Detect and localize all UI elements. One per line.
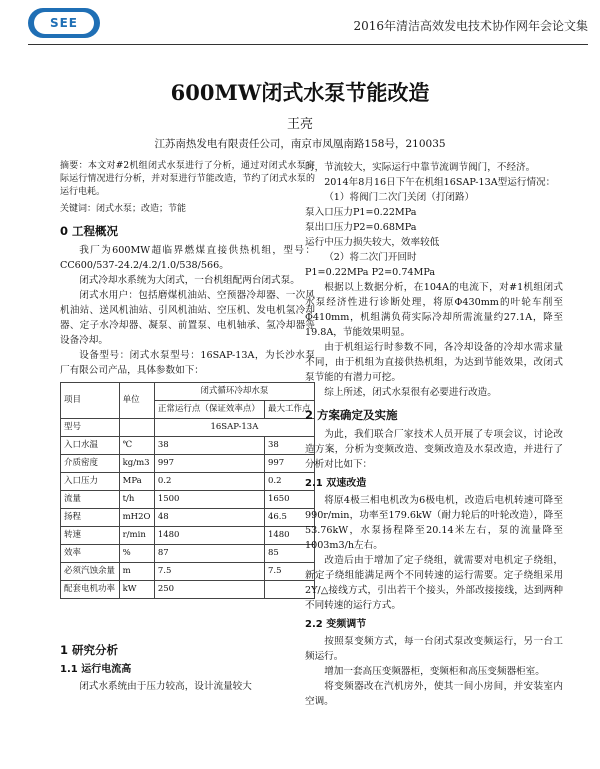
table-row [61, 563, 315, 581]
table-row [61, 491, 315, 509]
table-cell-unit: % [119, 545, 154, 563]
paragraph: 将原4极三相电机改为6极电机，改造后电机转速可降至990r/min，功率至179.6kW（耐力轮后的叶轮改造），降至53.76kW，水泵扬程降至20.14米左右，泵的流量降至1003m3/h左右。 [305, 495, 563, 551]
table-cell-max: 1480 [264, 527, 314, 545]
section-2-heading: 2 方案确定及实施 [305, 408, 398, 422]
table-cell-item: 介质密度 [61, 455, 120, 473]
table-cell-unit: r/min [119, 527, 154, 545]
paragraph: 根据以上数据分析，在104A的电流下，对#1机组闭式水泵经济性进行诊断处理，将原Φ430mm的叶轮车削至Φ410mm，机组满负荷实际冷却所需流量约27.1A，降至19.8A，节能效果明显。 [305, 282, 563, 338]
measure-line: 泵入口压力P1=0.22MPa [305, 207, 417, 218]
paper-author: 王亮 [286, 117, 313, 132]
table-cell-item: 流量 [61, 491, 120, 509]
table-cell-unit: t/h [119, 491, 154, 509]
table-row [61, 455, 315, 473]
model-label: 型号 [61, 419, 120, 437]
table-cell-item: 入口压力 [61, 473, 120, 491]
paragraph: 综上所述，闭式水泵很有必要进行改造。 [324, 387, 497, 398]
logo-text: SEE [34, 12, 94, 34]
table-header-row [61, 383, 315, 401]
table-cell-normal: 250 [154, 581, 264, 599]
header-normal: 正常运行点（保证效率点） [154, 401, 264, 419]
section-2-2-heading: 2.2 变频调节 [305, 619, 367, 630]
table-cell-max: 1650 [264, 491, 314, 509]
table-cell-unit: m [119, 563, 154, 581]
model-unit [119, 419, 154, 437]
right-column [305, 160, 563, 709]
table-cell-max: 46.5 [264, 509, 314, 527]
header-group: 闭式循环冷却水泵 [154, 383, 314, 401]
abstract-text: 摘要：本文对#2机组闭式水泵进行了分析，通过对闭式水泵实际运行情况进行分析，并对泵进行节能改造，节约了闭式水泵的运行电耗。 [60, 161, 315, 197]
table-cell-normal: 87 [154, 545, 264, 563]
table-cell-normal: 7.5 [154, 563, 264, 581]
paper-title: 600MW闭式水泵节能改造 [170, 80, 430, 105]
header-divider [28, 44, 588, 45]
table-cell-max: 7.5 [264, 563, 314, 581]
paper-affiliation: 江苏南热发电有限责任公司，南京市凤凰南路158号，210035 [154, 138, 446, 150]
paragraph: 闭式冷却水系统为大闭式，一台机组配两台闭式泵。 [79, 275, 300, 286]
table-row [61, 581, 315, 599]
table-cell-max: 0.2 [264, 473, 314, 491]
table-cell-normal: 997 [154, 455, 264, 473]
paragraph: 改造后由于增加了定子绕组，就需要对电机定子绕组，新定子绕组能满足两个不同转速的运行需要。定子绕组采用2Y/△接线方式，引出若干个接头，外部改接接线，达到两种不同转速的运行方式。 [305, 555, 563, 611]
table-cell-normal: 0.2 [154, 473, 264, 491]
table-cell-item: 扬程 [61, 509, 120, 527]
table-row [61, 527, 315, 545]
table-cell-unit: MPa [119, 473, 154, 491]
paragraph: 将变频器改在汽机房外，使其一间小房间，并安装室内空调。 [305, 681, 563, 707]
keywords: 关键词：闭式水泵；改造；节能 [60, 204, 187, 214]
section-0-heading: 0 工程概况 [60, 224, 119, 238]
paragraph: 我厂为600MW超临界燃煤直接供热机组，型号：CC600/537-24.2/4.2/1.0/538/566。 [60, 245, 315, 271]
table-cell-unit: kW [119, 581, 154, 599]
table-row [61, 509, 315, 527]
table-cell-item: 转速 [61, 527, 120, 545]
table-cell-max: 38 [264, 437, 314, 455]
measure-line: （1）将阀门二次门关闭（打闭路） [324, 192, 475, 203]
section-1-heading: 1 研究分析 [60, 643, 119, 657]
table-cell-normal: 48 [154, 509, 264, 527]
paragraph: 2014年8月16日下午在机组16SAP-13A型运行情况： [324, 177, 556, 188]
table-row [61, 545, 315, 563]
paragraph: 增加一套高压变频器柜，变频柜和高压变频器柜室。 [324, 666, 545, 677]
measure-line: 运行中压力损失较大，效率较低 [305, 237, 440, 248]
table-cell-item: 配套电机功率 [61, 581, 120, 599]
left-column [60, 160, 315, 694]
header-max: 最大工作点 [264, 401, 314, 419]
pump-parameter-table [60, 382, 315, 599]
table-cell-normal: 1500 [154, 491, 264, 509]
table-row [61, 437, 315, 455]
paragraph: 为此，我们联合厂家技术人员开展了专项会议，讨论改造方案，分析为变频改造、变频改造及水泵改造，并进行了分析对比如下： [305, 429, 563, 470]
see-logo [28, 8, 100, 38]
model-value: 16SAP-13A [154, 419, 314, 437]
table-cell-item: 必须汽蚀余量 [61, 563, 120, 581]
table-cell-normal: 38 [154, 437, 264, 455]
header-item: 项目 [61, 383, 120, 419]
paragraph: 设备型号：闭式水泵型号：16SAP-13A，为长沙水泵厂有限公司产品，具体参数如下： [60, 350, 315, 376]
header-unit: 单位 [119, 383, 154, 419]
paragraph: 时，节流较大，实际运行中靠节流调节阀门，不经济。 [305, 162, 536, 173]
table-cell-unit: ℃ [119, 437, 154, 455]
table-cell-max: 997 [264, 455, 314, 473]
spacer [60, 599, 315, 635]
table-cell-unit: kg/m3 [119, 455, 154, 473]
section-2-1-heading: 2.1 双速改造 [305, 478, 367, 489]
section-1-1-heading: 1.1 运行电流高 [60, 664, 132, 675]
table-cell-item: 效率 [61, 545, 120, 563]
table-row [61, 473, 315, 491]
paragraph: 闭式水用户：包括磨煤机油站、空预器冷却器、一次风机油站、送风机油站、引风机油站、空压机、发电机氢冷却器、定子水冷却器、凝泵、前置泵、电机轴承、氢冷却器等设备冷却。 [60, 290, 315, 346]
measure-line: （2）将二次门开回时 [324, 252, 417, 263]
measure-line: P1=0.22MPa P2=0.74MPa [305, 267, 436, 278]
table-cell-max: 85 [264, 545, 314, 563]
proceedings-title: 2016年清洁高效发电技术协作网年会论文集 [353, 19, 588, 33]
table-cell-normal: 1480 [154, 527, 264, 545]
table-row [61, 419, 315, 437]
abstract [60, 160, 315, 199]
table-body [61, 437, 315, 599]
measure-line: 泵出口压力P2=0.68MPa [305, 222, 417, 233]
paragraph: 闭式水系统由于压力较高，设计流量较大 [79, 681, 252, 692]
paragraph: 按照泵变频方式，每一台闭式泵改变频运行，另一台工频运行。 [305, 636, 563, 662]
table-cell-unit: mH2O [119, 509, 154, 527]
table-cell-item: 入口水温 [61, 437, 120, 455]
paragraph: 由于机组运行时参数不同，各冷却设备的冷却水需求量不同，由于机组为直接供热机组，为达到节能效果，改闭式泵节能的有潜力可挖。 [305, 342, 563, 383]
page-header [28, 8, 588, 42]
